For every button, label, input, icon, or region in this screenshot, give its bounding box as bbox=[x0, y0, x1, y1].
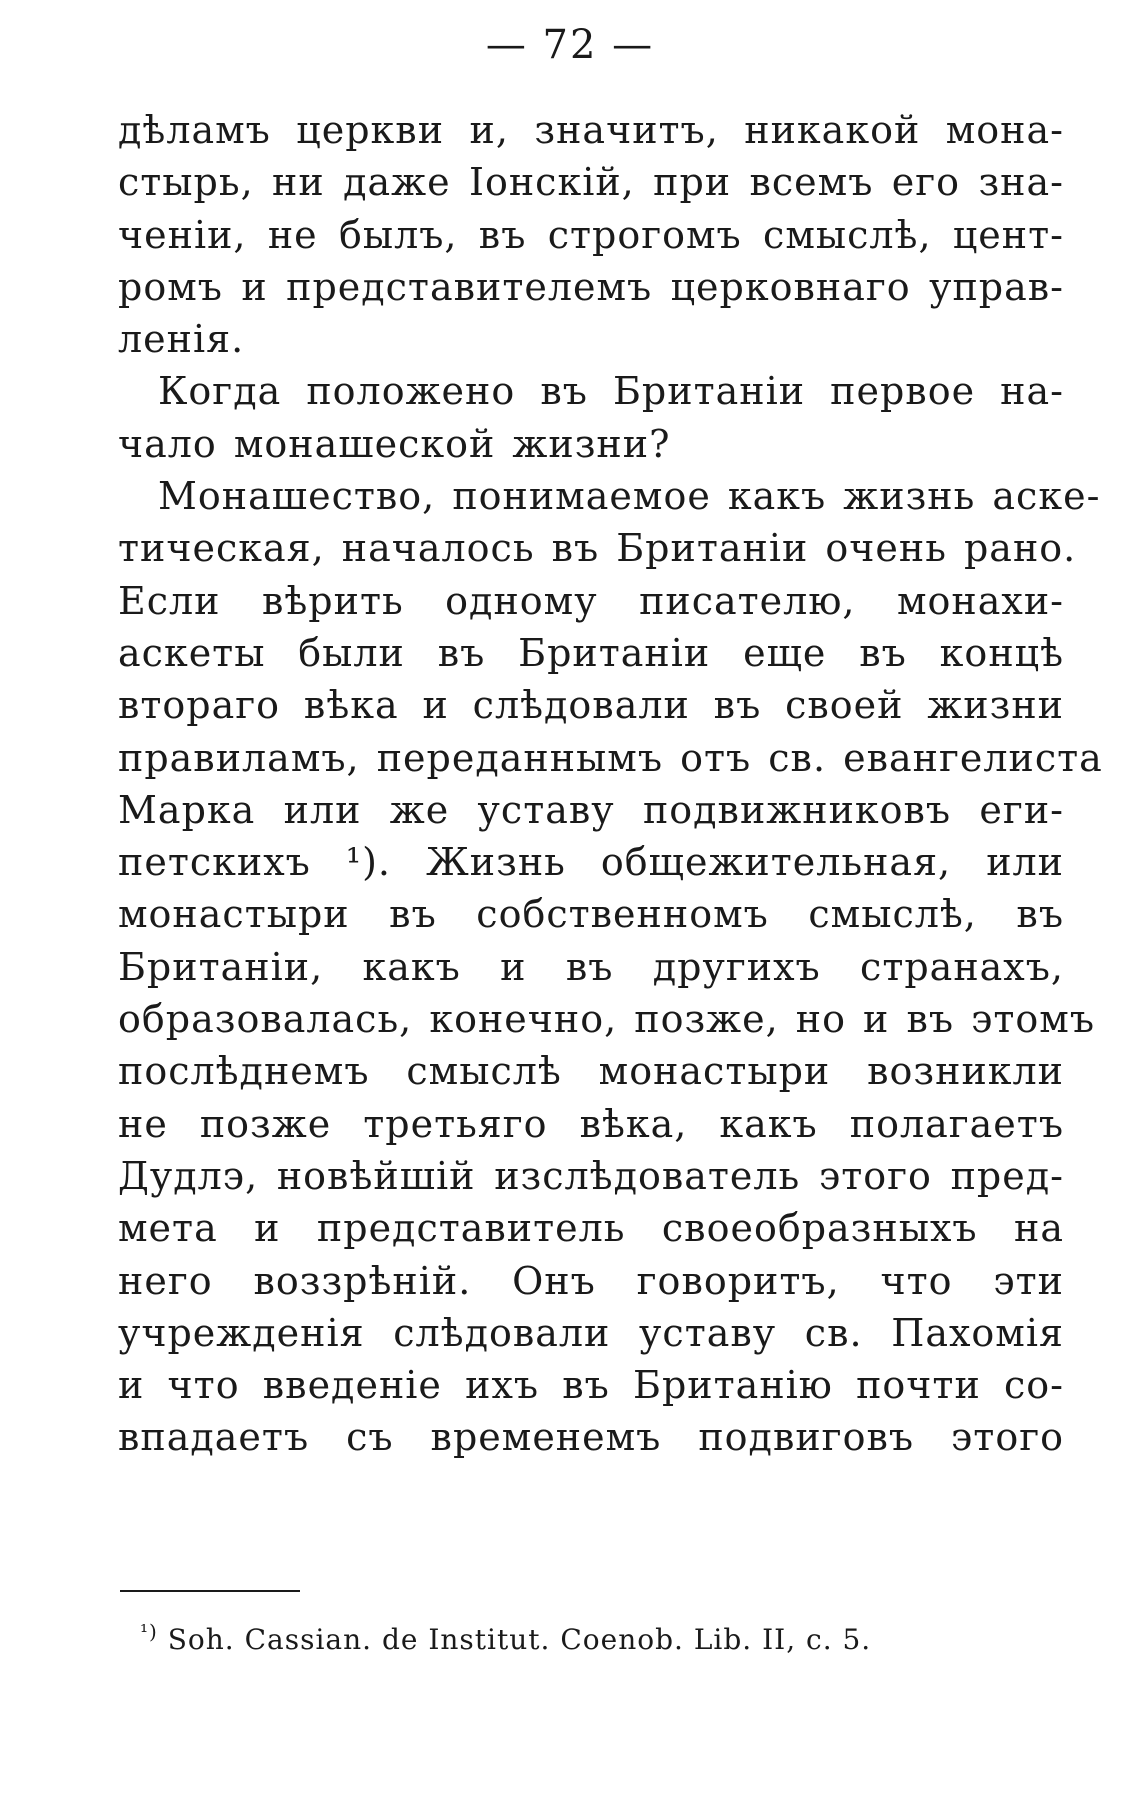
text-line: ромъ и представителемъ церковнаго управ- bbox=[118, 264, 1064, 309]
text-line: втораго вѣка и слѣдовали въ своей жизни bbox=[118, 683, 1064, 728]
text-line: Монашество, понимаемое какъ жизнь аске- bbox=[158, 474, 1101, 519]
text-line: и что введеніе ихъ въ Британію почти со- bbox=[118, 1363, 1064, 1408]
text-line: Если вѣрить одному писателю, монахи- bbox=[118, 578, 1064, 623]
text-line: Когда положено въ Британіи первое на- bbox=[158, 369, 1064, 414]
text-line: не позже третьяго вѣка, какъ полагаетъ bbox=[118, 1101, 1064, 1146]
text-line: ченіи, не былъ, въ строгомъ смыслѣ, цент- bbox=[118, 212, 1064, 257]
text-line: чало монашеской жизни? bbox=[118, 421, 671, 466]
text-line: аскеты были въ Британіи еще въ концѣ bbox=[118, 630, 1064, 675]
text-line: стырь, ни даже Іонскій, при всемъ его зна- bbox=[118, 160, 1064, 205]
footnote bbox=[140, 1620, 871, 1660]
footnote-divider bbox=[120, 1590, 300, 1592]
text-line: правиламъ, переданнымъ отъ св. евангелиста bbox=[118, 735, 1103, 780]
text-line: впадаетъ съ временемъ подвиговъ этого bbox=[118, 1415, 1064, 1460]
text-line: него воззрѣній. Онъ говоритъ, что эти bbox=[118, 1258, 1064, 1303]
footnote-text: Soh. Cassian. de Institut. Coenob. Lib. II, c. 5. bbox=[167, 1623, 872, 1656]
text-line: ленія. bbox=[118, 317, 245, 362]
text-line: послѣднемъ смыслѣ монастыри возникли bbox=[118, 1049, 1064, 1094]
text-line: Марка или же уставу подвижниковъ еги- bbox=[118, 787, 1064, 832]
text-line: мета и представитель своеобразныхъ на bbox=[118, 1206, 1064, 1251]
text-line: монастыри въ собственномъ смыслѣ, въ bbox=[118, 892, 1064, 937]
text-line: тическая, началось въ Британіи очень рано. bbox=[118, 526, 1077, 571]
text-line: Британіи, какъ и въ другихъ странахъ, bbox=[118, 944, 1064, 989]
page-number: — 72 — bbox=[485, 22, 655, 68]
text-line: петскихъ ¹). Жизнь общежительная, или bbox=[118, 840, 1064, 885]
text-line: Дудлэ, новѣйшій изслѣдователь этого пред- bbox=[118, 1153, 1064, 1198]
footnote-mark: ¹) bbox=[140, 1619, 158, 1644]
text-line: образовалась, конечно, позже, но и въ этомъ bbox=[118, 997, 1096, 1042]
body-text bbox=[118, 104, 1103, 1464]
text-line: учрежденія слѣдовали уставу св. Пахомія bbox=[118, 1310, 1064, 1355]
text-line: дѣламъ церкви и, значитъ, никакой мона- bbox=[118, 108, 1064, 152]
